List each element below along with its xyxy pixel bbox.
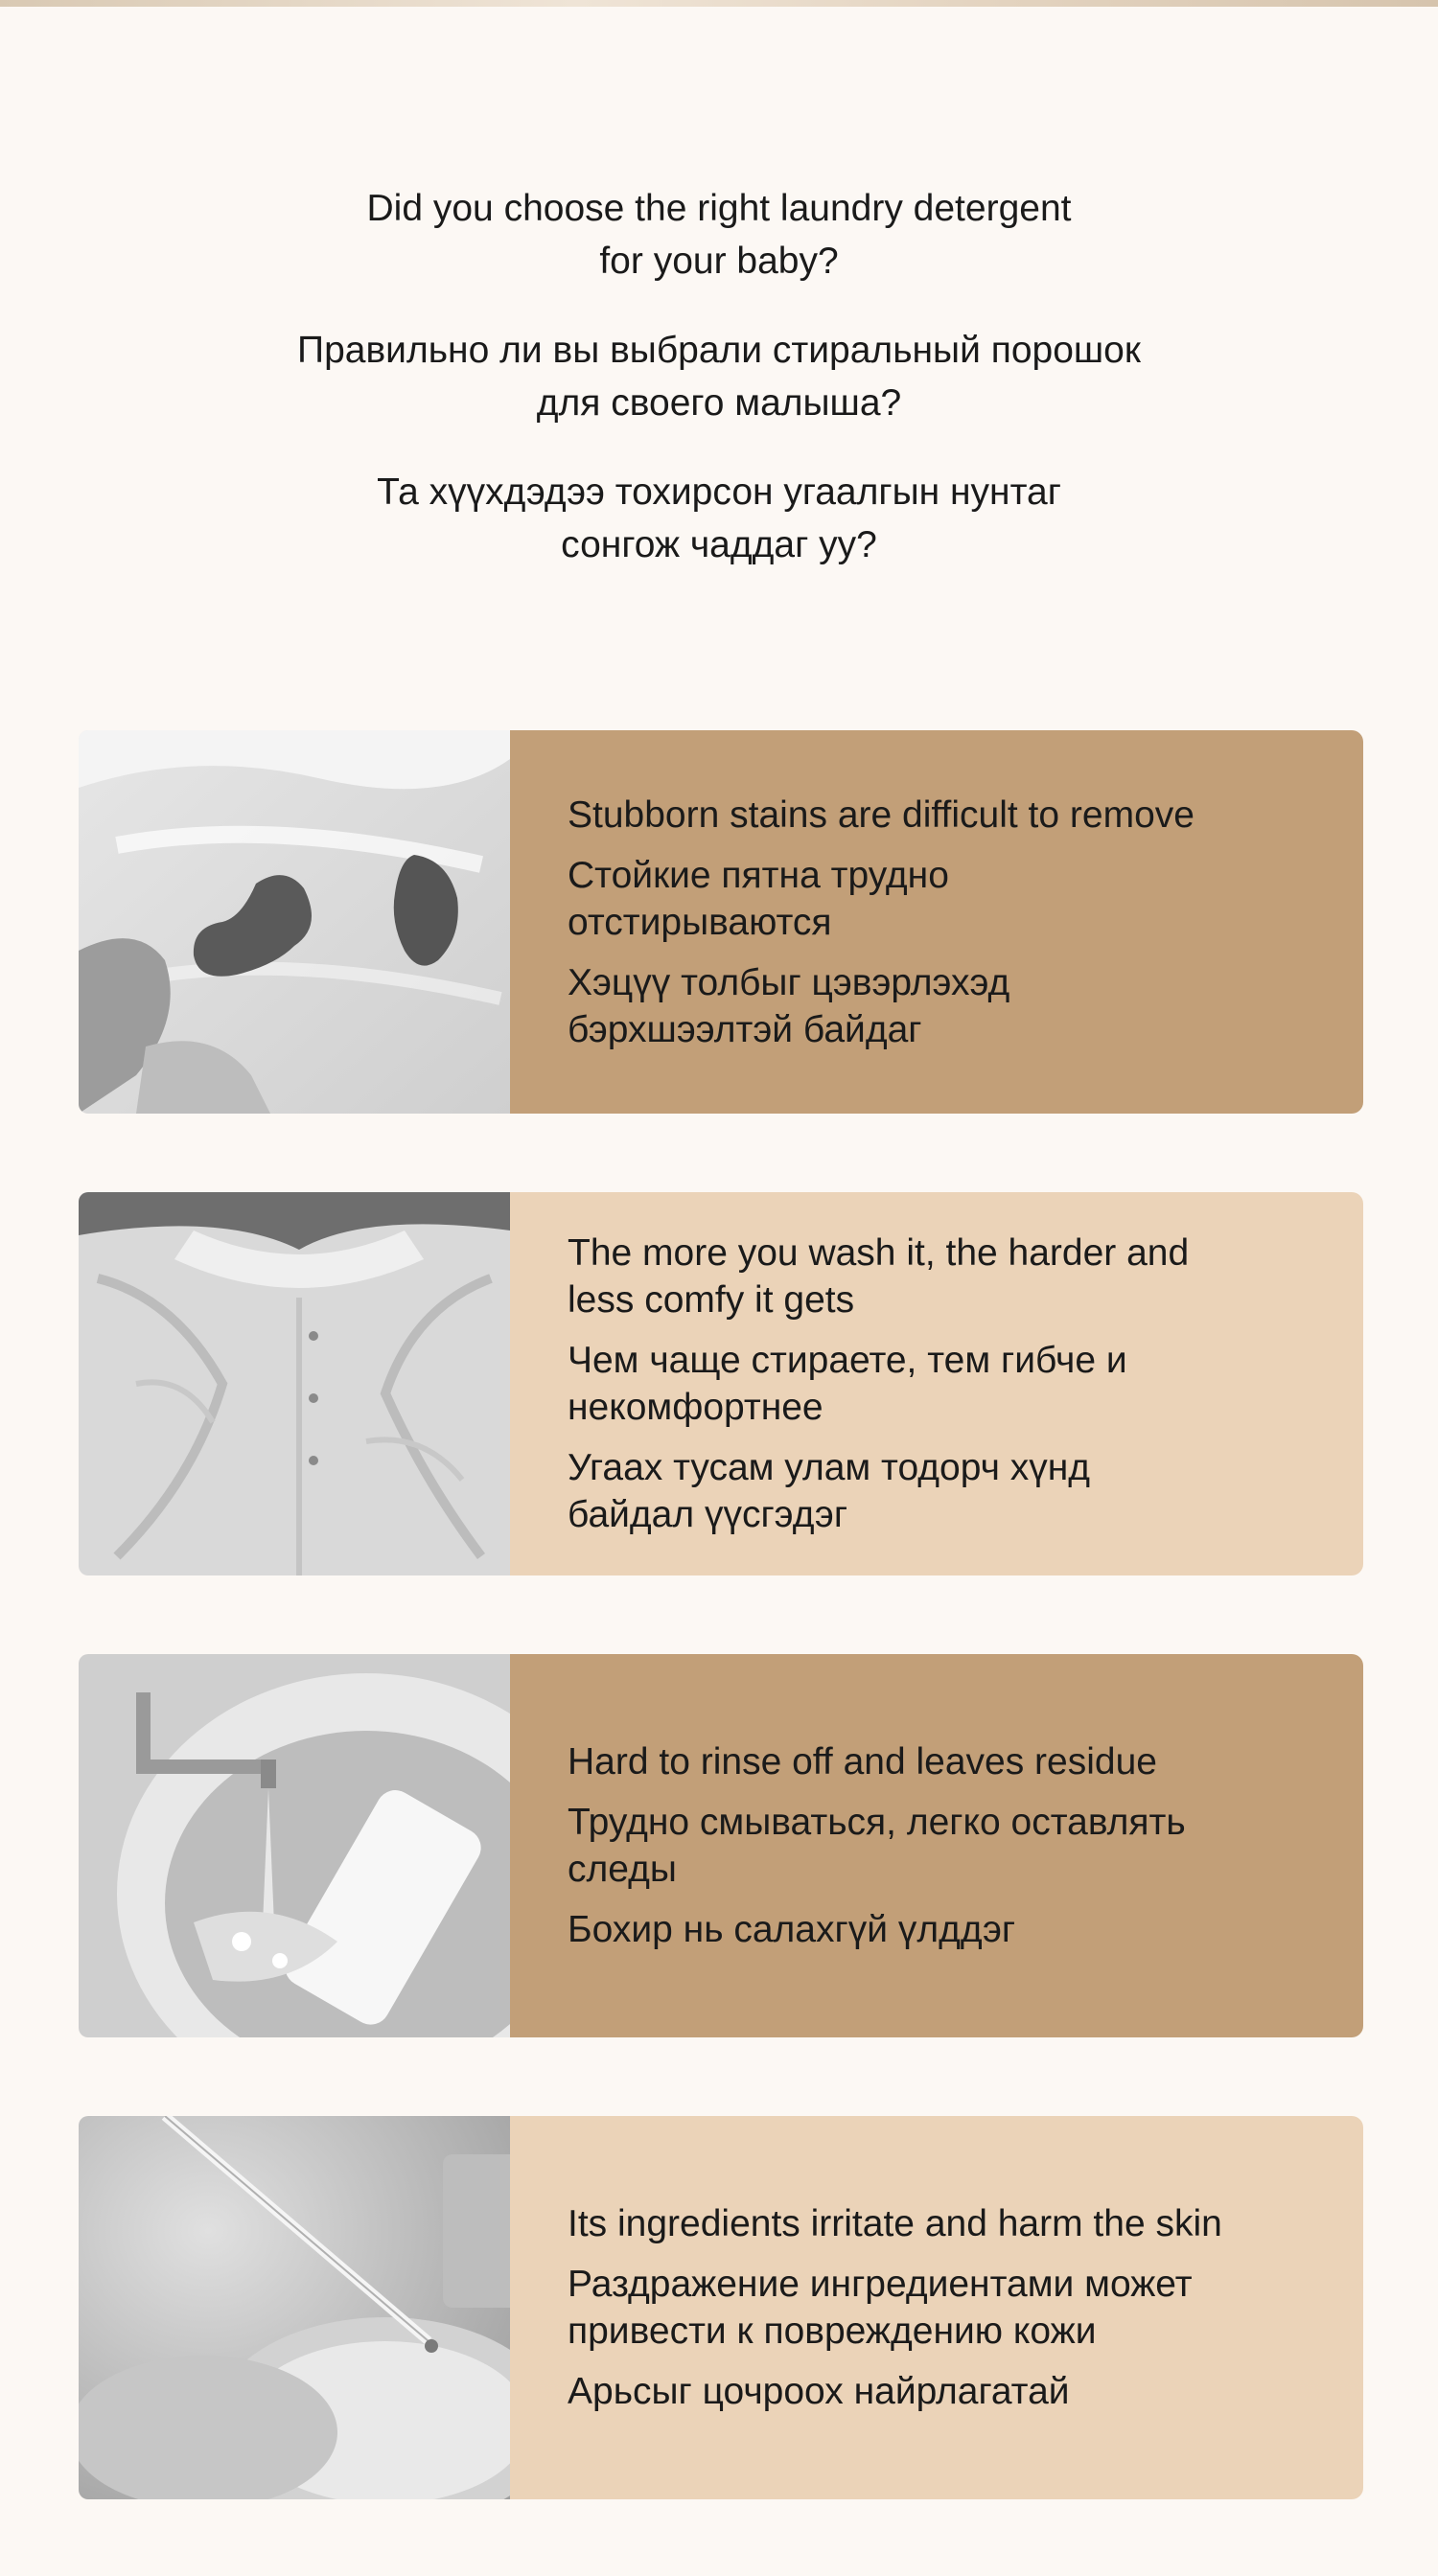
washing-basin-photo [79, 1654, 510, 2037]
problem-english: The more you wash it, the harder and less comfy it gets [568, 1232, 1190, 1321]
problem-text-panel [510, 730, 1363, 1114]
problem-russian: Раздражение ингредиентами может привести к повреждению кожи [568, 2264, 1193, 2352]
problem-card-stains [79, 730, 1363, 1114]
headline-english: Did you choose the right laundry detergent for your baby? [366, 188, 1072, 282]
problem-text-panel [510, 1654, 1363, 2037]
problem-text-panel [510, 1192, 1363, 1576]
lab-pipette-photo [79, 2116, 510, 2499]
problem-english: Hard to rinse off and leaves residue [568, 1741, 1157, 1782]
headline-mongolian: Та хүүхдэдээ тохирсон угаалгын нунтаг сонгож чаддаг уу? [377, 472, 1061, 565]
problem-card-residue [79, 1654, 1363, 2037]
headline-russian: Правильно ли вы выбрали стиральный порошок для своего малыша? [297, 330, 1141, 424]
problem-mongolian: Арьсыг цочроох найрлагатай [568, 2371, 1070, 2412]
headline-group [0, 182, 1438, 608]
problem-card-skin-irritation [79, 2116, 1363, 2499]
problem-english: Its ingredients irritate and harm the skin [568, 2203, 1222, 2244]
wrinkled-shirt-photo [79, 1192, 510, 1576]
problem-card-stiffness [79, 1192, 1363, 1576]
problem-russian: Чем чаще стираете, тем гибче и некомфортнее [568, 1340, 1127, 1428]
problem-text-panel [510, 2116, 1363, 2499]
problem-mongolian: Бохир нь салахгүй үлддэг [568, 1909, 1016, 1950]
problem-mongolian: Хэцүү толбыг цэвэрлэхэд бэрхшээлтэй байдаг [568, 961, 1010, 1050]
problem-english: Stubborn stains are difficult to remove [568, 794, 1194, 836]
problem-russian: Стойкие пятна трудно отстирываются [568, 854, 949, 943]
stained-fabric-photo [79, 730, 510, 1114]
problem-mongolian: Угаах тусам улам тодорч хүнд байдал үүсгэдэг [568, 1447, 1091, 1535]
problem-russian: Трудно смываться, легко оставлять следы [568, 1802, 1186, 1890]
top-decorative-strip [0, 0, 1438, 7]
